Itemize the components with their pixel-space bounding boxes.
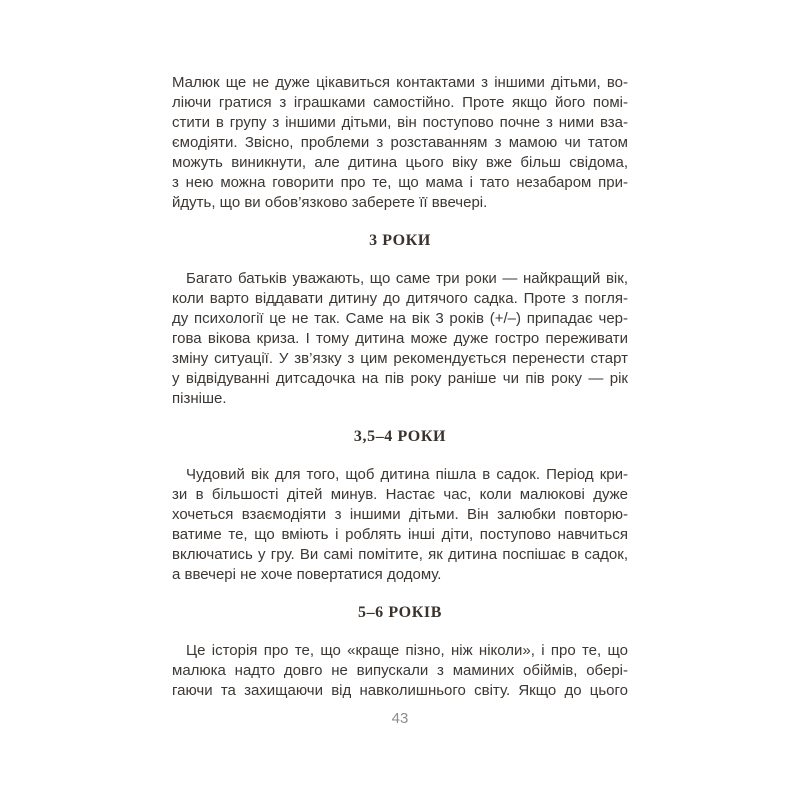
text-column — [172, 73, 628, 701]
section-heading-3-5-4-roky: 3,5–4 РОКИ — [353, 428, 447, 445]
body-line: з нею можна говорити про те, що мама і тато незабаром при- — [172, 174, 628, 191]
body-line: Це історія про те, що «краще пізно, ніж ніколи», і про те, що — [186, 642, 628, 659]
body-line: Чудовий вік для того, щоб дитина пішла в садок. Період кри- — [186, 466, 628, 483]
body-line: ліючи гратися з іграшками самостійно. Проте якщо його помі- — [172, 94, 628, 111]
paragraph — [172, 269, 628, 409]
body-line: ду психології це не так. Саме на вік 3 років (+/–) припадає чер- — [172, 310, 628, 327]
body-line: гова вікова криза. І тому дитина може дуже гостро переживати — [172, 330, 628, 347]
paragraph — [172, 73, 628, 213]
body-line: Багато батьків уважають, що саме три роки — найкращий вік, — [186, 270, 628, 287]
body-line: коли варто віддавати дитину до дитячого садка. Проте з погля- — [172, 290, 628, 307]
body-line: йдуть, що ви обов’язково заберете її ввечері. — [172, 194, 488, 211]
body-line: зміну ситуації. У зв’язку з цим рекомендується перенести старт — [172, 350, 628, 367]
body-line: хочеться взаємодіяти з іншими дітьми. Він залюбки повторю- — [172, 506, 628, 523]
body-line: у відвідуванні дитсадочка на пів року раніше чи пів року — рік — [172, 370, 628, 387]
body-line: малюка надто довго не випускали з маминих обіймів, обері- — [172, 662, 628, 679]
paragraph — [172, 641, 628, 701]
body-line: зи в більшості дітей минув. Настає час, коли малюкові дуже — [172, 486, 628, 503]
body-line: ватиме те, що вміють і роблять інші діти, поступово навчиться — [172, 526, 628, 543]
body-line: включатись у гру. Ви самі помітите, як дитина поспішає в садок, — [172, 546, 628, 563]
body-line: гаючи та захищаючи від навколишнього світу. Якщо до цього — [172, 682, 628, 699]
page-number: 43 — [391, 710, 409, 727]
body-line: Малюк ще не дуже цікавиться контактами з іншими дітьми, во- — [172, 74, 628, 91]
body-line: пізніше. — [172, 390, 227, 407]
paragraph — [172, 465, 628, 585]
body-line: можуть виникнути, але дитина цього віку вже більш свідома, — [172, 154, 628, 171]
body-line: ємодіяти. Звісно, проблеми з розставанням з мамою чи татом — [172, 134, 628, 151]
body-line: а ввечері не хоче повертатися додому. — [172, 566, 442, 583]
section-heading-5-6-rokiv: 5–6 РОКІВ — [357, 604, 443, 621]
section-heading-3-roky: 3 РОКИ — [369, 232, 431, 249]
body-line: стити в групу з іншими дітьми, він поступово почне з ними вза- — [172, 114, 628, 131]
